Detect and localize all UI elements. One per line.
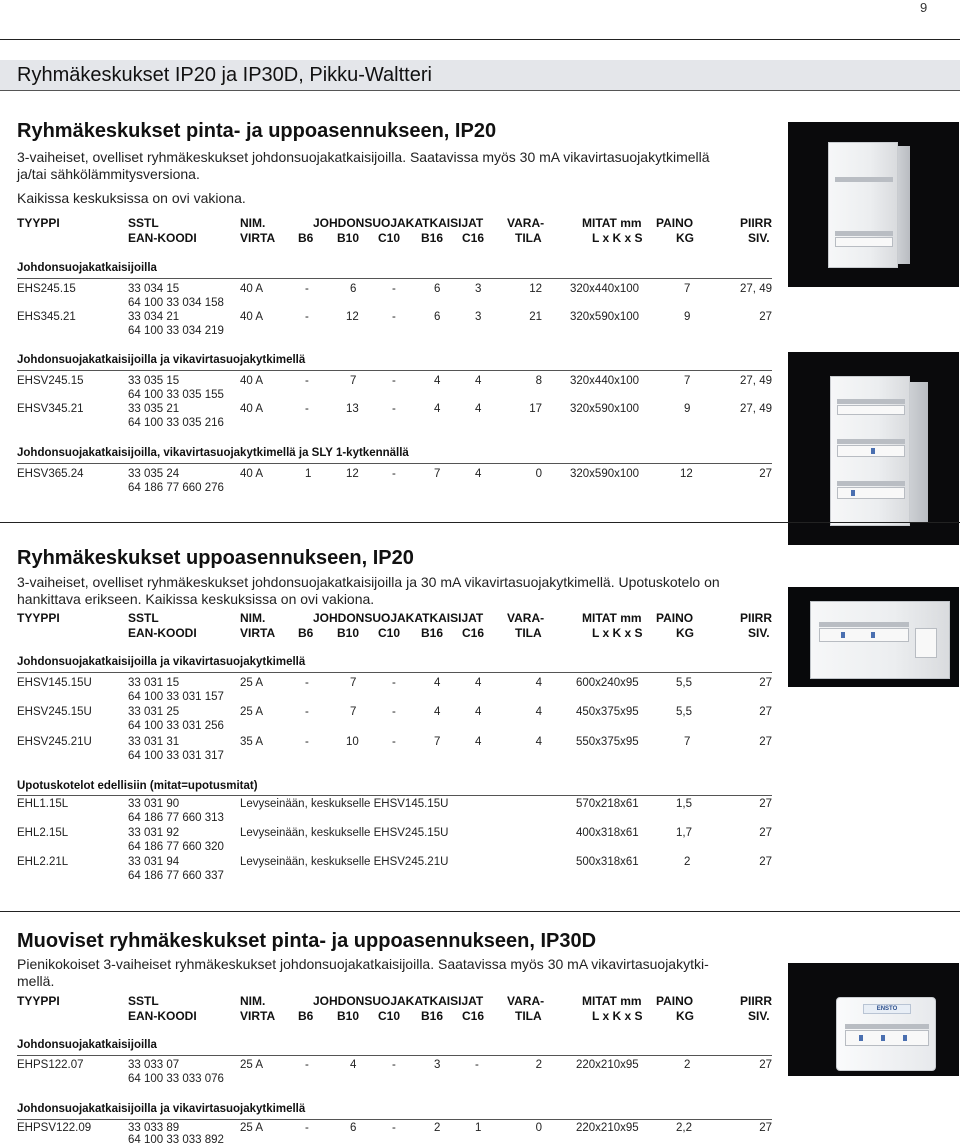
product-photo-plastic-enclosure [788, 963, 959, 1076]
col-c16: C16 [462, 626, 485, 640]
col-siv: SIV. [748, 626, 770, 640]
cell-sstl: 33 031 90 [128, 798, 180, 810]
cell-c10: - [392, 311, 396, 323]
col-piirr: PIIRR [740, 611, 773, 625]
col-lxkxs: L x K x S [592, 231, 643, 245]
cell-type: EHPSV122.09 [17, 1122, 92, 1134]
cell-mitat: 550x375x95 [576, 736, 639, 748]
cell-ean: 64 186 77 660 276 [128, 482, 224, 494]
cell-b6: - [305, 1059, 309, 1071]
cell-b6: - [305, 311, 309, 323]
cell-b10: 7 [350, 677, 357, 689]
cell-vara: 4 [535, 736, 542, 748]
cell-paino: 1,7 [676, 827, 692, 839]
col-b10: B10 [337, 231, 360, 245]
section-divider [0, 911, 960, 912]
col-tila: TILA [515, 626, 542, 640]
cell-ean: 64 100 33 035 216 [128, 417, 224, 429]
cell-mitat: 320x440x100 [570, 375, 640, 387]
cell-desc: Levyseinään, keskukselle EHSV145.15U [240, 798, 449, 810]
cell-siv: 27 [759, 1059, 772, 1071]
cell-b16: 6 [434, 311, 441, 323]
cell-paino: 5,5 [676, 706, 692, 718]
cell-paino: 5,5 [676, 677, 692, 689]
section-2-desc-line1: 3-vaiheiset, ovelliset ryhmäkeskukset johdonsuojakatkaisijoilla ja 30 mA vikavirtasuojakytkimellä. Upotuskotelo on [17, 574, 720, 590]
col-paino: PAINO [656, 216, 694, 230]
cell-ean: 64 100 33 031 157 [128, 691, 224, 703]
cell-mitat: 320x440x100 [570, 283, 640, 295]
cell-mitat: 320x590x100 [570, 468, 640, 480]
cell-sstl: 33 035 21 [128, 403, 180, 415]
cell-ean: 64 100 33 031 256 [128, 720, 224, 732]
section-3-title: Muoviset ryhmäkeskukset pinta- ja uppoasennukseen, IP30D [17, 930, 597, 952]
category-heading: Johdonsuojakatkaisijoilla [17, 262, 157, 274]
title-rule [0, 90, 960, 91]
col-tila: TILA [515, 1009, 542, 1023]
col-nim: NIM. [240, 611, 266, 625]
col-tila: TILA [515, 231, 542, 245]
category-heading: Johdonsuojakatkaisijoilla ja vikavirtasuojakytkimellä [17, 354, 306, 366]
col-nim: NIM. [240, 994, 266, 1008]
cell-mitat: 450x375x95 [576, 706, 639, 718]
col-siv: SIV. [748, 1009, 770, 1023]
cell-sstl: 33 034 15 [128, 283, 180, 295]
row-rule [17, 795, 772, 796]
cell-c10: - [392, 736, 396, 748]
cell-vara: 2 [535, 1059, 542, 1071]
row-rule [17, 278, 772, 279]
cell-c16: - [475, 1059, 479, 1071]
cell-mitat: 570x218x61 [576, 798, 639, 810]
cell-ean: 64 186 77 660 313 [128, 812, 224, 824]
cell-siv: 27 [759, 468, 772, 480]
col-b6: B6 [298, 1009, 314, 1023]
cell-paino: 12 [680, 468, 693, 480]
header-rule [0, 39, 960, 40]
col-kg: KG [676, 231, 694, 245]
cell-c10: - [392, 1122, 396, 1134]
cell-b16: 7 [434, 736, 441, 748]
col-lxkxs: L x K x S [592, 1009, 643, 1023]
cell-ean: 64 100 33 034 219 [128, 325, 224, 337]
cell-b6: - [305, 677, 309, 689]
section-1-desc-line2: ja/tai sähkölämmitysversiona. [17, 166, 200, 182]
cell-c10: - [392, 1059, 396, 1071]
cell-b10: 6 [350, 1122, 357, 1134]
col-b16: B16 [421, 626, 444, 640]
col-virta: VIRTA [240, 231, 276, 245]
cell-desc: Levyseinään, keskukselle EHSV245.15U [240, 827, 449, 839]
col-johdon: JOHDONSUOJAKATKAISIJAT [313, 994, 484, 1008]
col-sstl: SSTL [128, 216, 159, 230]
cell-type: EHSV365.24 [17, 468, 84, 480]
cell-siv: 27 [759, 827, 772, 839]
cell-vara: 21 [529, 311, 542, 323]
cell-b10: 10 [346, 736, 359, 748]
cell-b10: 7 [350, 706, 357, 718]
cell-ean: 64 100 33 035 155 [128, 389, 224, 401]
cell-b10: 4 [350, 1059, 357, 1071]
cell-c10: - [392, 706, 396, 718]
cell-type: EHSV245.15U [17, 706, 92, 718]
col-vara: VARA- [507, 611, 545, 625]
cell-type: EHSV245.21U [17, 736, 92, 748]
col-ean: EAN-KOODI [128, 1009, 197, 1023]
cell-c16: 3 [475, 311, 482, 323]
cell-siv: 27 [759, 856, 772, 868]
cell-paino: 2,2 [676, 1122, 692, 1134]
section-1-desc-line3: Kaikissa keskuksissa on ovi vakiona. [17, 190, 246, 206]
product-photo-cabinet-small [788, 122, 959, 287]
cell-c10: - [392, 283, 396, 295]
cell-b16: 4 [434, 677, 441, 689]
section-3-desc-line1: Pienikokoiset 3-vaiheiset ryhmäkeskukset johdonsuojakatkaisijoilla. Saatavissa myös 30 mA vikavirtasuojakytki- [17, 956, 709, 972]
cell-virta: 40 A [240, 311, 264, 323]
row-rule [17, 463, 772, 464]
cell-sstl: 33 031 15 [128, 677, 180, 689]
col-piirr: PIIRR [740, 994, 773, 1008]
product-photo-cabinet-open [788, 352, 959, 545]
cell-siv: 27 [759, 736, 772, 748]
cell-siv: 27 [759, 798, 772, 810]
cell-b6: - [305, 736, 309, 748]
cell-sstl: 33 035 15 [128, 375, 180, 387]
page-title: Ryhmäkeskukset IP20 ja IP30D, Pikku-Waltteri [17, 64, 432, 86]
cell-b16: 7 [434, 468, 441, 480]
cell-ean: 64 100 33 031 317 [128, 750, 224, 762]
col-sstl: SSTL [128, 611, 159, 625]
cell-b16: 6 [434, 283, 441, 295]
cell-type: EHL2.21L [17, 856, 69, 868]
cell-siv: 27 [759, 706, 772, 718]
cell-b6: 1 [305, 468, 312, 480]
col-ean: EAN-KOODI [128, 626, 197, 640]
category-heading: Johdonsuojakatkaisijoilla, vikavirtasuojakytkimellä ja SLY 1-kytkennällä [17, 447, 409, 459]
cell-type: EHS345.21 [17, 311, 76, 323]
cell-type: EHS245.15 [17, 283, 76, 295]
col-ean: EAN-KOODI [128, 231, 197, 245]
cell-paino: 2 [684, 1059, 691, 1071]
col-tyyppi: TYYPPI [17, 994, 60, 1008]
cell-paino: 9 [684, 311, 691, 323]
cell-vara: 0 [535, 1122, 542, 1134]
cell-b16: 4 [434, 706, 441, 718]
cell-c16: 4 [475, 706, 482, 718]
category-heading: Johdonsuojakatkaisijoilla ja vikavirtasuojakytkimellä [17, 656, 306, 668]
cell-siv: 27 [759, 1122, 772, 1134]
cell-c16: 1 [475, 1122, 482, 1134]
cell-ean: 64 100 33 034 158 [128, 297, 224, 309]
cell-paino: 1,5 [676, 798, 692, 810]
col-johdon: JOHDONSUOJAKATKAISIJAT [313, 216, 484, 230]
cell-sstl: 33 031 94 [128, 856, 180, 868]
cell-vara: 4 [535, 706, 542, 718]
cell-siv: 27 [759, 677, 772, 689]
cell-vara: 17 [529, 403, 542, 415]
section-divider [0, 522, 960, 523]
cell-sstl: 33 035 24 [128, 468, 180, 480]
cell-mitat: 220x210x95 [576, 1122, 639, 1134]
col-c10: C10 [378, 626, 401, 640]
cell-paino: 7 [684, 736, 691, 748]
cell-siv: 27, 49 [740, 403, 772, 415]
cell-mitat: 400x318x61 [576, 827, 639, 839]
col-johdon: JOHDONSUOJAKATKAISIJAT [313, 611, 484, 625]
cell-vara: 0 [535, 468, 542, 480]
cell-sstl: 33 033 07 [128, 1059, 180, 1071]
col-virta: VIRTA [240, 626, 276, 640]
col-mitat: MITAT mm [582, 216, 642, 230]
cell-c16: 4 [475, 403, 482, 415]
row-rule [17, 672, 772, 673]
col-vara: VARA- [507, 216, 545, 230]
cell-b10: 13 [346, 403, 359, 415]
cell-virta: 40 A [240, 283, 264, 295]
cell-type: EHSV245.15 [17, 375, 84, 387]
cell-c16: 4 [475, 468, 482, 480]
cell-siv: 27, 49 [740, 283, 772, 295]
cell-c10: - [392, 677, 396, 689]
cell-c10: - [392, 375, 396, 387]
cell-b10: 12 [346, 311, 359, 323]
cell-b10: 7 [350, 375, 357, 387]
cell-virta: 25 A [240, 706, 264, 718]
col-b6: B6 [298, 231, 314, 245]
col-b10: B10 [337, 1009, 360, 1023]
cell-vara: 12 [529, 283, 542, 295]
col-paino: PAINO [656, 611, 694, 625]
cell-siv: 27, 49 [740, 375, 772, 387]
cell-c16: 3 [475, 283, 482, 295]
product-photo-flush-cabinet [788, 587, 959, 687]
col-b6: B6 [298, 626, 314, 640]
brand-logo: ENSTO [863, 1004, 911, 1014]
cell-b10: 12 [346, 468, 359, 480]
cell-paino: 7 [684, 375, 691, 387]
cell-virta: 40 A [240, 375, 264, 387]
cell-b6: - [305, 283, 309, 295]
cell-virta: 25 A [240, 677, 264, 689]
cell-sstl: 33 031 92 [128, 827, 180, 839]
section-2-title: Ryhmäkeskukset uppoasennukseen, IP20 [17, 547, 414, 569]
cell-paino: 9 [684, 403, 691, 415]
col-c10: C10 [378, 1009, 401, 1023]
cell-sstl: 33 031 25 [128, 706, 180, 718]
col-virta: VIRTA [240, 1009, 276, 1023]
col-tyyppi: TYYPPI [17, 611, 60, 625]
col-siv: SIV. [748, 231, 770, 245]
cell-b6: - [305, 403, 309, 415]
cell-c10: - [392, 403, 396, 415]
cell-paino: 7 [684, 283, 691, 295]
section-3-desc-line2: mellä. [17, 973, 55, 989]
cell-virta: 25 A [240, 1122, 264, 1134]
cell-ean: 64 186 77 660 337 [128, 870, 224, 882]
cell-vara: 4 [535, 677, 542, 689]
cell-b16: 2 [434, 1122, 441, 1134]
col-c16: C16 [462, 231, 485, 245]
cell-virta: 40 A [240, 468, 264, 480]
col-sstl: SSTL [128, 994, 159, 1008]
col-kg: KG [676, 626, 694, 640]
cell-mitat: 600x240x95 [576, 677, 639, 689]
cell-vara: 8 [535, 375, 542, 387]
cell-mitat: 500x318x61 [576, 856, 639, 868]
page-number: 9 [920, 0, 928, 15]
col-b16: B16 [421, 1009, 444, 1023]
cell-b16: 4 [434, 403, 441, 415]
section-2-desc-line2: hankittava erikseen. Kaikissa keskuksissa on ovi vakiona. [17, 591, 375, 607]
col-piirr: PIIRR [740, 216, 773, 230]
cell-b16: 3 [434, 1059, 441, 1071]
cell-c10: - [392, 468, 396, 480]
col-mitat: MITAT mm [582, 994, 642, 1008]
cell-mitat: 320x590x100 [570, 403, 640, 415]
col-paino: PAINO [656, 994, 694, 1008]
category-heading: Upotuskotelot edellisiin (mitat=upotusmitat) [17, 780, 258, 792]
cell-sstl: 33 034 21 [128, 311, 180, 323]
section-1-title: Ryhmäkeskukset pinta- ja uppoasennukseen, IP20 [17, 120, 497, 142]
cell-b6: - [305, 375, 309, 387]
col-b10: B10 [337, 626, 360, 640]
row-rule [17, 1055, 772, 1056]
cell-c16: 4 [475, 375, 482, 387]
col-tyyppi: TYYPPI [17, 216, 60, 230]
cell-b6: - [305, 1122, 309, 1134]
cell-c16: 4 [475, 736, 482, 748]
row-rule [17, 1119, 772, 1120]
cell-mitat: 320x590x100 [570, 311, 640, 323]
cell-type: EHL2.15L [17, 827, 69, 839]
col-vara: VARA- [507, 994, 545, 1008]
cell-b16: 4 [434, 375, 441, 387]
category-heading: Johdonsuojakatkaisijoilla [17, 1039, 157, 1051]
col-mitat: MITAT mm [582, 611, 642, 625]
cell-virta: 25 A [240, 1059, 264, 1071]
cell-ean: 64 100 33 033 076 [128, 1073, 224, 1085]
col-c10: C10 [378, 231, 401, 245]
cell-desc: Levyseinään, keskukselle EHSV245.21U [240, 856, 449, 868]
section-1-desc-line1: 3-vaiheiset, ovelliset ryhmäkeskukset johdonsuojakatkaisijoilla. Saatavissa myös 30 mA vikavirtasuojakytkimellä [17, 149, 710, 165]
cell-virta: 35 A [240, 736, 264, 748]
cell-virta: 40 A [240, 403, 264, 415]
cell-b6: - [305, 706, 309, 718]
cell-sstl: 33 033 89 [128, 1122, 180, 1134]
cell-type: EHPS122.07 [17, 1059, 84, 1071]
cell-c16: 4 [475, 677, 482, 689]
cell-type: EHSV145.15U [17, 677, 92, 689]
cell-siv: 27 [759, 311, 772, 323]
cell-sstl: 33 031 31 [128, 736, 180, 748]
col-lxkxs: L x K x S [592, 626, 643, 640]
cell-type: EHL1.15L [17, 798, 69, 810]
col-kg: KG [676, 1009, 694, 1023]
cell-type: EHSV345.21 [17, 403, 84, 415]
col-nim: NIM. [240, 216, 266, 230]
cell-mitat: 220x210x95 [576, 1059, 639, 1071]
row-rule [17, 370, 772, 371]
cell-ean: 64 186 77 660 320 [128, 841, 224, 853]
category-heading: Johdonsuojakatkaisijoilla ja vikavirtasuojakytkimellä [17, 1103, 306, 1115]
cell-ean: 64 100 33 033 892 [128, 1134, 224, 1146]
col-b16: B16 [421, 231, 444, 245]
cell-paino: 2 [684, 856, 691, 868]
col-c16: C16 [462, 1009, 485, 1023]
cell-b10: 6 [350, 283, 357, 295]
